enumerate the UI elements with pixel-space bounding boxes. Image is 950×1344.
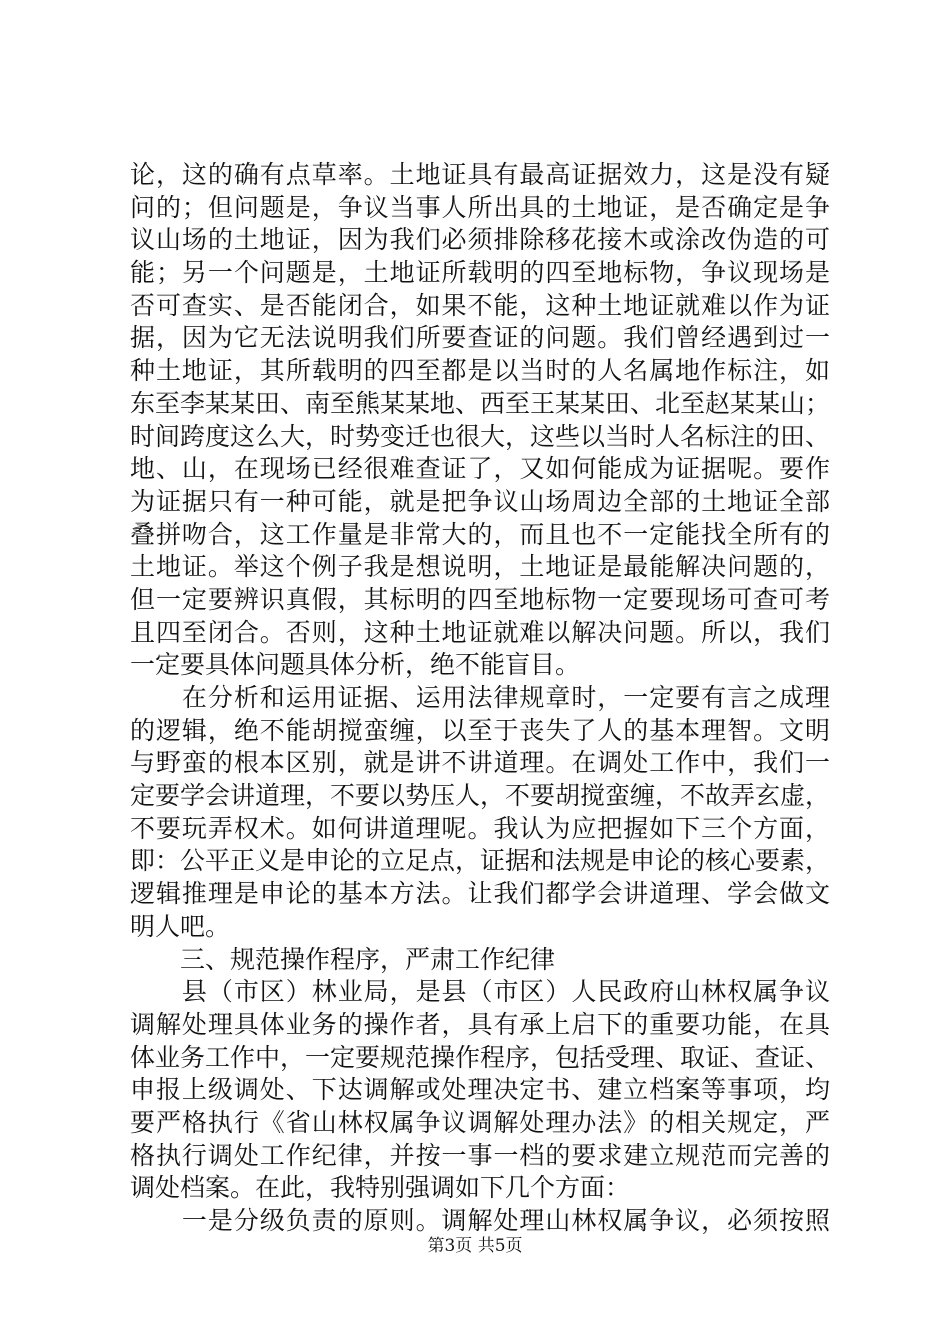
text-line: 格执行调处工作纪律，并按一事一档的要求建立规范而完善的 xyxy=(130,1140,830,1170)
text-line: 为证据只有一种可能，就是把争议山场周边全部的土地证全部 xyxy=(130,486,830,516)
text-line: 叠拼吻合，这工作量是非常大的，而且也不一定能找全所有的 xyxy=(130,519,830,549)
text-line: 时间跨度这么大，时势变迁也很大，这些以当时人名标注的田、 xyxy=(130,421,830,451)
text-line: 否可查实、是否能闭合，如果不能，这种土地证就难以作为证 xyxy=(130,290,830,320)
text-line: 与野蛮的根本区别，就是讲不讲道理。在调处工作中，我们一 xyxy=(130,748,830,778)
text-line: 体业务工作中，一定要规范操作程序，包括受理、取证、查证、 xyxy=(130,1042,830,1072)
text-line: 的逻辑，绝不能胡搅蛮缠，以至于丧失了人的基本理智。文明 xyxy=(130,715,830,745)
text-line: 种土地证，其所载明的四至都是以当时的人名属地作标注，如 xyxy=(130,356,830,386)
text-line: 县（市区）林业局，是县（市区）人民政府山林权属争议 xyxy=(130,977,830,1007)
text-line: 一是分级负责的原则。调解处理山林权属争议，必须按照 xyxy=(130,1206,830,1235)
text-line: 要严格执行《省山林权属争议调解处理办法》的相关规定，严 xyxy=(130,1107,830,1137)
text-line: 地、山，在现场已经很难查证了，又如何能成为证据呢。要作 xyxy=(130,454,830,484)
text-line: 逻辑推理是申论的基本方法。让我们都学会讲道理、学会做文 xyxy=(130,879,830,909)
text-line: 一定要具体问题具体分析，绝不能盲目。 xyxy=(130,650,581,680)
text-line: 申报上级调处、下达调解或处理决定书、建立档案等事项，均 xyxy=(130,1075,830,1105)
text-line: 在分析和运用证据、运用法律规章时，一定要有言之成理 xyxy=(130,683,830,712)
document-body xyxy=(130,159,830,1238)
text-line: 明人吧。 xyxy=(130,911,231,941)
text-line: 但一定要辨识真假，其标明的四至地标物一定要现场可查可考 xyxy=(130,584,830,614)
text-line: 据，因为它无法说明我们所要查证的问题。我们曾经遇到过一 xyxy=(130,323,830,353)
text-line: 定要学会讲道理，不要以势压人，不要胡搅蛮缠，不故弄玄虚， xyxy=(130,781,830,811)
text-line: 调处档案。在此，我特别强调如下几个方面： xyxy=(130,1173,631,1203)
text-line: 调解处理具体业务的操作者，具有承上启下的重要功能，在具 xyxy=(130,1009,830,1039)
text-line: 议山场的土地证，因为我们必须排除移花接木或涂改伪造的可 xyxy=(130,225,830,255)
text-line: 不要玩弄权术。如何讲道理呢。我认为应把握如下三个方面， xyxy=(130,813,830,843)
text-line: 三、规范操作程序，严肃工作纪律 xyxy=(130,944,556,974)
text-line: 东至李某某田、南至熊某某地、西至王某某田、北至赵某某山； xyxy=(130,388,830,418)
page-footer: 第3页 共5页 xyxy=(427,1236,523,1256)
text-line: 问的；但问题是，争议当事人所出具的土地证，是否确定是争 xyxy=(130,192,830,222)
text-line: 土地证。举这个例子我是想说明，土地证是最能解决问题的， xyxy=(130,552,830,582)
text-line: 即：公平正义是申论的立足点，证据和法规是申论的核心要素， xyxy=(130,846,830,876)
text-line: 论，这的确有点草率。土地证具有最高证据效力，这是没有疑 xyxy=(130,160,830,189)
text-line: 且四至闭合。否则，这种土地证就难以解决问题。所以，我们 xyxy=(130,617,830,647)
text-line: 能；另一个问题是，土地证所载明的四至地标物，争议现场是 xyxy=(130,258,830,288)
